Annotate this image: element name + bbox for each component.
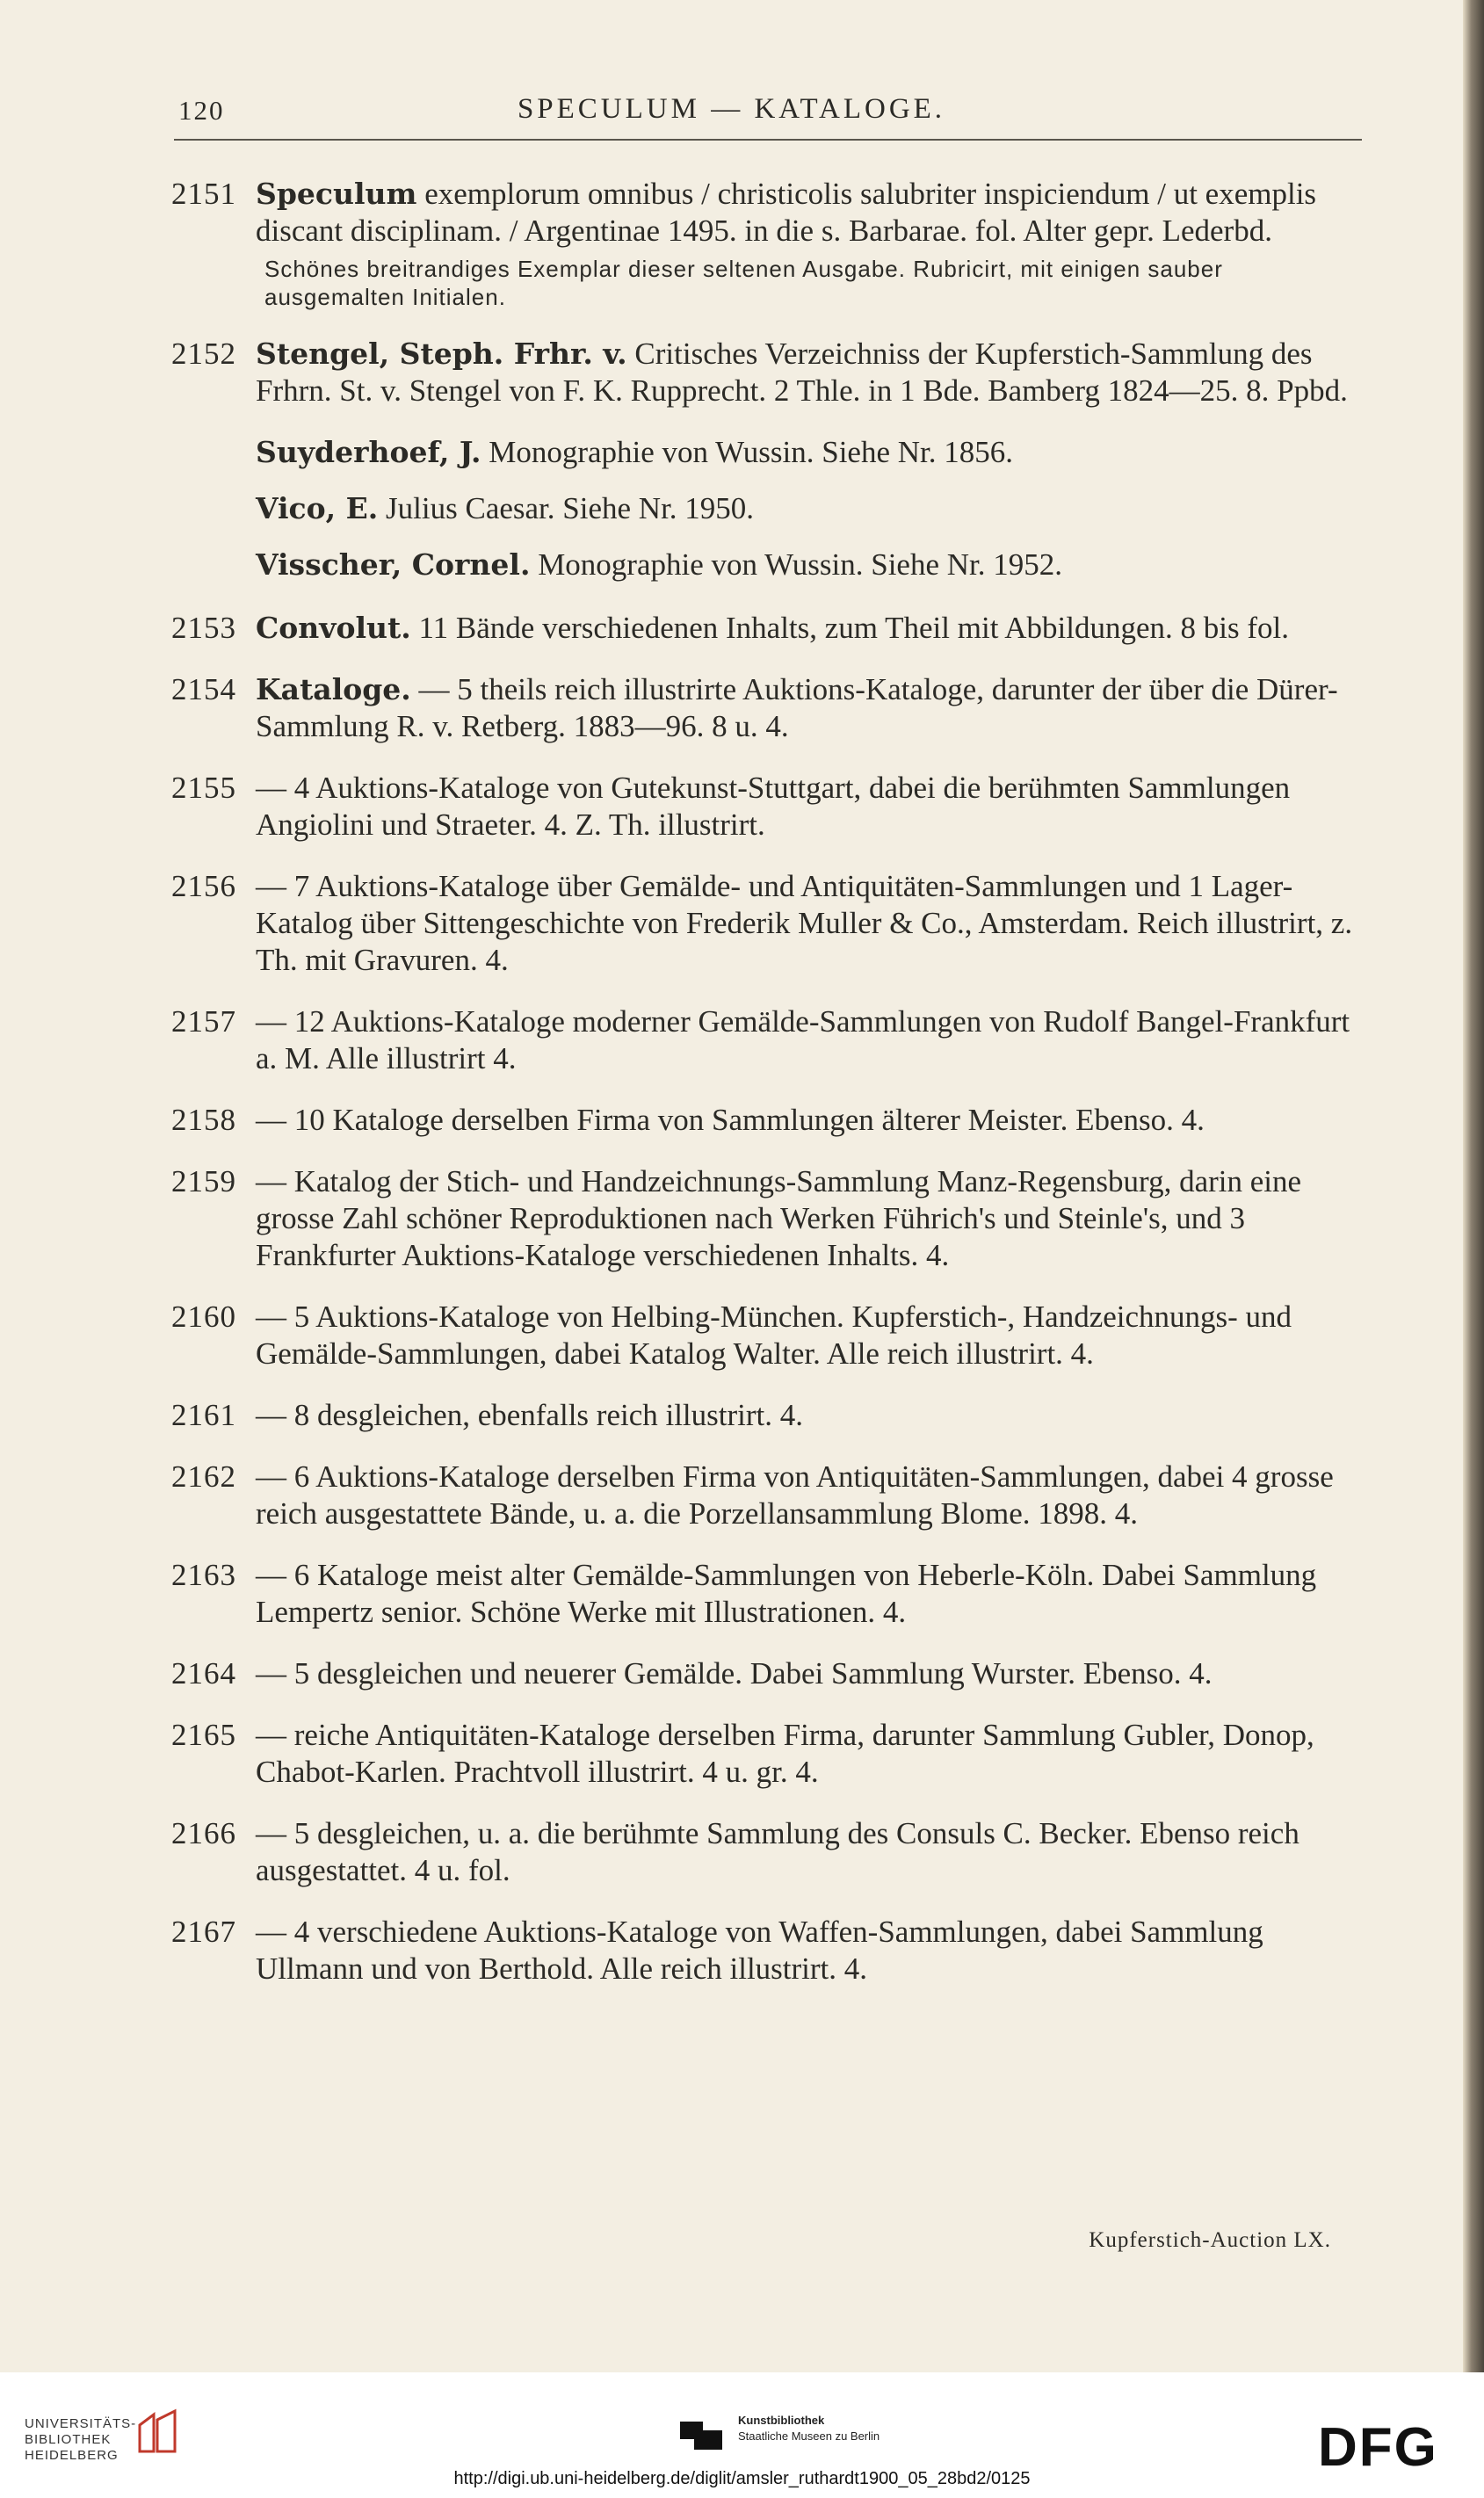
entry-author: Stengel, Steph. Frhr. v. (256, 337, 627, 371)
catalogue-entry (171, 1397, 1366, 1434)
cross-reference (171, 547, 1366, 583)
entry-text: — 12 Auktions-Kataloge moderner Gemälde-Sammlungen von Rudolf Bangel-Frankfurt a. M. Alle illustrirt 4. (256, 1004, 1350, 1075)
entry-number: 2161 (171, 1398, 236, 1432)
entry-text: 11 Bände verschiedenen Inhalts, zum Theil mit Abbildungen. 8 bis fol. (418, 611, 1289, 645)
ub-emblem-icon (136, 2407, 180, 2458)
catalogue-entry (171, 770, 1366, 844)
entry-text: — 4 Auktions-Kataloge von Gutekunst-Stuttgart, dabei die berühmten Sammlungen Angiolini und Straeter. 4. Z. Th. illustrirt. (256, 771, 1291, 842)
permalink-url[interactable]: http://digi.ub.uni-heidelberg.de/diglit/amsler_ruthardt1900_05_28bd2/0125 (453, 2469, 1031, 2488)
cross-reference (171, 434, 1366, 471)
entry-number: 2167 (171, 1915, 236, 1949)
catalogue-entry (171, 176, 1366, 311)
kb-subtitle: Staatliche Museen zu Berlin (738, 2429, 880, 2443)
entry-number: 2164 (171, 1656, 236, 1691)
viewer-footer (0, 2372, 1484, 2498)
catalogue-entry (171, 868, 1366, 979)
catalogue-entry (171, 671, 1366, 745)
catalogue-entry (171, 1655, 1366, 1692)
entry-text: — 4 verschiedene Auktions-Kataloge von Waffen-Sammlungen, dabei Sammlung Ullmann und von Berthold. Alle reich illustrirt. 4. (256, 1915, 1263, 1986)
dfg-logo[interactable]: DFG (1318, 2417, 1438, 2478)
catalogue-entry (171, 1459, 1366, 1532)
entry-number: 2158 (171, 1103, 236, 1137)
entry-number: 2151 (171, 177, 236, 211)
entry-author: Speculum (256, 177, 417, 211)
xref-author: Suyderhoef, J. (256, 435, 481, 469)
running-title: SPECULUM — KATALOGE. (517, 93, 946, 125)
entry-number: 2156 (171, 869, 236, 903)
entry-number: 2153 (171, 611, 236, 645)
entry-number: 2162 (171, 1459, 236, 1494)
ub-line: UNIVERSITÄTS- (25, 2416, 137, 2431)
entry-text: — 6 Kataloge meist alter Gemälde-Sammlungen von Heberle-Köln. Dabei Sammlung Lempertz senior. Schöne Werke mit Illustrationen. 4. (256, 1558, 1317, 1629)
kunstbibliothek-label[interactable] (738, 2413, 880, 2444)
entry-number: 2163 (171, 1558, 236, 1592)
book-spine-edge (1463, 0, 1484, 2372)
catalogue-entry (171, 1003, 1366, 1077)
kunstbibliothek-logo-icon (677, 2415, 726, 2455)
entry-author: Kataloge. (256, 672, 411, 706)
catalogue-entry (171, 610, 1366, 647)
entry-number: 2159 (171, 1164, 236, 1198)
signature-line: Kupferstich-Auction LX. (1089, 2228, 1331, 2252)
page-number: 120 (178, 95, 225, 126)
entry-number: 2155 (171, 771, 236, 805)
entry-text: — 5 theils reich illustrirte Auktions-Kataloge, darunter der über die Dürer-Sammlung R. v. Retberg. 1883—96. 8 u. 4. (256, 672, 1338, 743)
kb-title: Kunstbibliothek (738, 2414, 825, 2427)
catalogue-entry (171, 1163, 1366, 1274)
entry-text: — 10 Kataloge derselben Firma von Sammlungen älterer Meister. Ebenso. 4. (256, 1103, 1205, 1137)
page-header (0, 88, 1463, 141)
entry-note: Schönes breitrandiges Exemplar dieser seltenen Ausgabe. Rubricirt, mit einigen sauber ausgemalten Initialen. (264, 256, 1223, 310)
xref-author: Vico, E. (256, 491, 379, 525)
entry-number: 2165 (171, 1718, 236, 1752)
entry-number: 2152 (171, 337, 236, 371)
catalogue-entry (171, 1815, 1366, 1889)
entry-text: — Katalog der Stich- und Handzeichnungs-Sammlung Manz-Regensburg, darin eine grosse Zahl schöner Reproduktionen nach Werken Führich's und Steinle's, und 3 Frankfurter Auktions-Kataloge verschiedenen Inhalts. 4. (256, 1164, 1302, 1272)
entry-number: 2166 (171, 1816, 236, 1850)
xref-text: Monographie von Wussin. Siehe Nr. 1952. (538, 547, 1062, 582)
xref-author: Visscher, Cornel. (256, 547, 531, 582)
entry-text: — 6 Auktions-Kataloge derselben Firma von Antiquitäten-Sammlungen, dabei 4 grosse reich ausgestattete Bände, u. a. die Porzellansammlung Blome. 1898. 4. (256, 1459, 1334, 1531)
entry-text: exemplorum omnibus / christicolis salubriter inspiciendum / ut exemplis discant disciplinam. / Argentinae 1495. in die s. Barbarae. fol. Alter gepr. Lederbd. (256, 177, 1317, 248)
catalogue-entry (171, 1557, 1366, 1631)
xref-text: Julius Caesar. Siehe Nr. 1950. (386, 491, 755, 525)
cross-reference (171, 490, 1366, 527)
entry-text: — 7 Auktions-Kataloge über Gemälde- und Antiquitäten-Sammlungen und 1 Lager-Katalog über Sittengeschichte von Frederik Muller & Co., Amsterdam. Reich illustrirt, z. Th. mit Gravuren. 4. (256, 869, 1353, 977)
entry-text: — 5 Auktions-Kataloge von Helbing-München. Kupferstich-, Handzeichnungs- und Gemälde-Sammlungen, dabei Katalog Walter. Alle reich illustrirt. 4. (256, 1300, 1292, 1371)
ub-heidelberg-logo[interactable] (25, 2416, 136, 2464)
entry-text: Critisches Verzeichniss der Kupferstich-Sammlung des Frhrn. St. v. Stengel von F. K. Rupprecht. 2 Thle. in 1 Bde. Bamberg 1824—25. 8. Ppbd. (256, 337, 1348, 408)
entry-text: — 8 desgleichen, ebenfalls reich illustrirt. 4. (256, 1398, 804, 1432)
catalogue-entry (171, 1102, 1366, 1139)
entry-text: — 5 desgleichen, u. a. die berühmte Sammlung des Consuls C. Becker. Ebenso reich ausgestattet. 4 u. fol. (256, 1816, 1299, 1887)
catalogue-entries (171, 176, 1366, 2012)
entry-text: — reiche Antiquitäten-Kataloge derselben Firma, darunter Sammlung Gubler, Donop, Chabot-Karlen. Prachtvoll illustrirt. 4 u. gr. 4. (256, 1718, 1314, 1789)
header-rule (174, 139, 1362, 141)
entry-number: 2154 (171, 672, 236, 706)
entry-author: Convolut. (256, 611, 411, 645)
entry-number: 2157 (171, 1004, 236, 1039)
catalogue-entry (171, 336, 1366, 409)
ub-line: HEIDELBERG (25, 2448, 119, 2463)
entry-text: — 5 desgleichen und neuerer Gemälde. Dabei Sammlung Wurster. Ebenso. 4. (256, 1656, 1213, 1691)
ub-line: BIBLIOTHEK (25, 2432, 112, 2447)
catalogue-entry (171, 1914, 1366, 1988)
catalogue-entry (171, 1299, 1366, 1372)
xref-text: Monographie von Wussin. Siehe Nr. 1856. (489, 435, 1013, 469)
catalogue-entry (171, 1717, 1366, 1791)
entry-number: 2160 (171, 1300, 236, 1334)
